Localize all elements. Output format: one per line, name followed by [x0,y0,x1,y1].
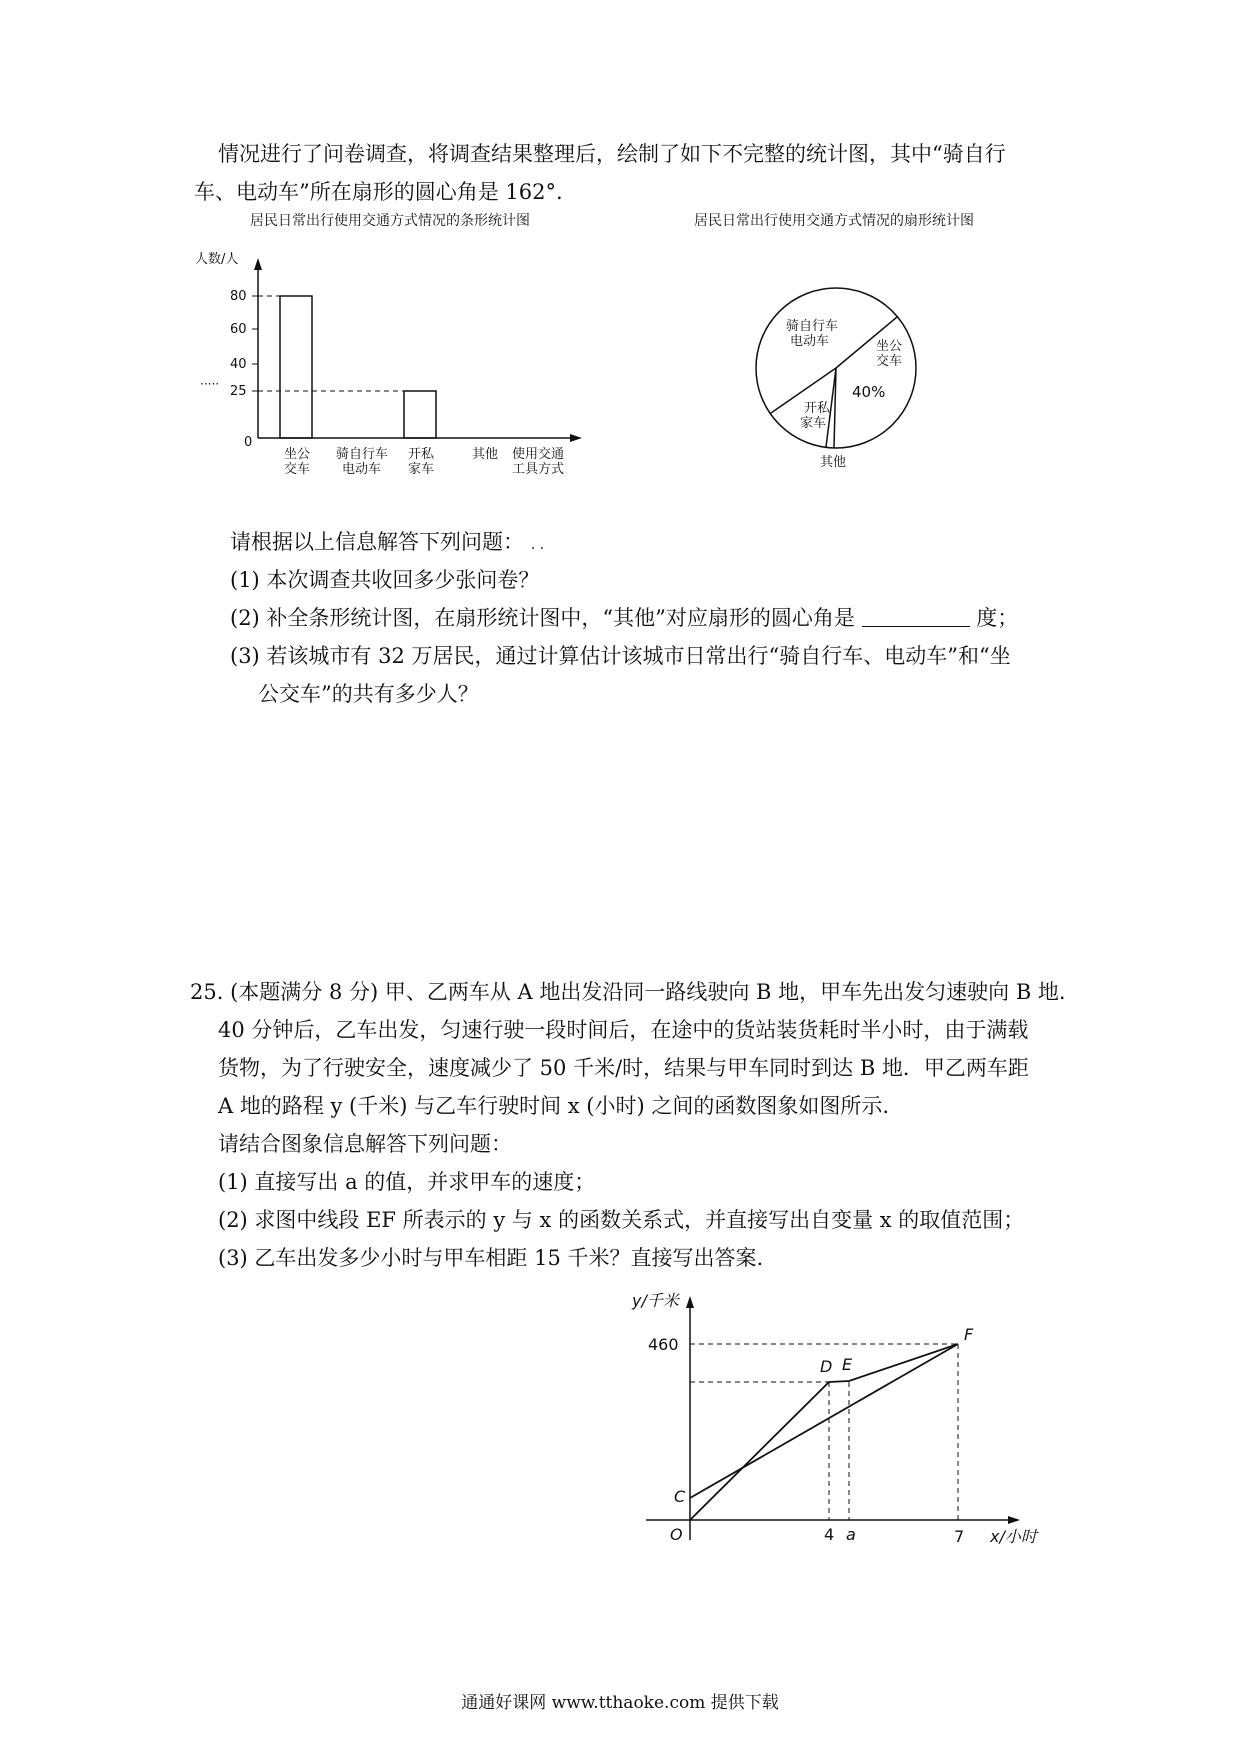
bar-cat-bus-1: 坐公 [284,447,311,462]
q24-sub2 [230,604,1018,632]
q25-line-1: 25. (本题满分 8 分) 甲、乙两车从 A 地出发沿同一路线驶向 B 地，甲车先出发匀速驶向 B 地. [190,980,1066,1004]
pie-label-bike-2: 电动车 [790,334,830,349]
bar-ytick-80: 80 [230,289,247,304]
q25-line-4: A 地的路程 y (千米) 与乙车行驶时间 x (小时) 之间的函数图象如图所示. [218,1094,890,1118]
pie-label-bus-pct: 40% [852,383,886,401]
bar-origin-label: 0 [244,435,253,450]
bar-chart [180,240,620,520]
bar-cat-car-1: 开私 [408,447,435,462]
graph-point-C: C [674,1487,686,1506]
bar-x-axis-label-2: 工具方式 [512,462,565,477]
intro-line-1: 情况进行了问卷调查，将调查结果整理后，绘制了如下不完整的统计图，其中“骑自行 [218,142,1006,166]
graph-xtick-4: 4 [824,1525,835,1544]
bar-cat-other: 其他 [472,447,499,462]
q24-sub2-tail: 度； [976,606,1019,630]
bar-cat-car-2: 家车 [408,462,435,477]
graph-point-D: D [820,1357,833,1376]
bar-chart-title: 居民日常出行使用交通方式情况的条形统计图 [250,213,530,229]
bar-bus [280,296,312,438]
bar-ytick-60: 60 [230,322,247,337]
bar-x-axis-arrow [570,434,582,442]
graph-point-F: F [964,1325,974,1344]
pie-label-other: 其他 [820,455,847,470]
bar-ytick-25: 25 [230,384,247,399]
bar-left-dots: ····· [200,377,220,391]
q25-sub3: (3) 乙车出发多少小时与甲车相距 15 千米？直接写出答案. [218,1246,764,1270]
bar-ytick-40: 40 [230,357,247,372]
graph-y-label: y/千米 [632,1291,679,1310]
intro-line-2: 车、电动车”所在扇形的圆心角是 162°. [194,180,563,204]
q24-sub3-line1: (3) 若该城市有 32 万居民，通过计算估计该城市日常出行“骑自行车、电动车”和“坐 [230,644,1011,668]
graph-point-E: E [842,1355,853,1374]
q24-sub2-text: (2) 补全条形统计图，在扇形统计图中，“其他”对应扇形的圆心角是 [230,606,855,630]
q24-intro [230,528,544,559]
q25-sub1: (1) 直接写出 a 的值，并求甲车的速度； [218,1170,596,1194]
graph-xtick-7: 7 [954,1527,965,1546]
graph-x-axis-arrow [1008,1516,1020,1524]
bar-cat-bus-2: 交车 [284,462,311,477]
q24-answer-blank [862,606,970,627]
q25-line-2: 40 分钟后，乙车出发，匀速行驶一段时间后，在途中的货站装货耗时半小时，由于满载 [218,1018,1029,1042]
page-footer: 通通好课网 www.tthaoke.com 提供下载 [461,1693,779,1713]
pie-label-car-2: 家车 [800,416,827,431]
bar-x-axis-label-1: 使用交通 [512,447,565,462]
bar-y-axis-arrow [254,258,262,270]
function-graph [620,1290,1080,1570]
q24-sub3-line2: 公交车”的共有多少人？ [258,682,479,706]
graph-y-axis-arrow [686,1296,694,1308]
pie-chart [752,282,952,482]
q24-intro-dots: . . [530,537,545,553]
q24-intro-text: 请根据以上信息解答下列问题： [230,530,524,554]
graph-x-label: x/小时 [990,1527,1037,1546]
graph-xtick-a: a [846,1525,856,1544]
graph-ytick-460: 460 [648,1335,679,1354]
q25-line-3: 货物，为了行驶安全，速度减少了 50 千米/时，结果与甲车同时到达 B 地．甲乙两车距 [218,1056,1029,1080]
q25-sub2: (2) 求图中线段 EF 所表示的 y 与 x 的函数关系式，并直接写出自变量 x 的取值范围； [218,1208,1025,1232]
pie-label-bus-1: 坐公 [876,339,903,354]
bar-y-axis-label: 人数/人 [195,252,239,267]
graph-point-O: O [670,1525,683,1544]
pie-label-bike-1: 骑自行车 [786,319,839,334]
pie-label-bus-2: 交车 [876,354,903,369]
bar-cat-bike-1: 骑自行车 [336,447,389,462]
pie-label-car-1: 开私 [804,401,831,416]
pie-chart-title: 居民日常出行使用交通方式情况的扇形统计图 [694,213,974,229]
bar-private-car [404,391,436,438]
q25-line-5: 请结合图象信息解答下列问题： [218,1132,512,1156]
q24-sub1: (1) 本次调查共收回多少张问卷？ [230,568,540,592]
bar-cat-bike-2: 电动车 [342,462,382,477]
